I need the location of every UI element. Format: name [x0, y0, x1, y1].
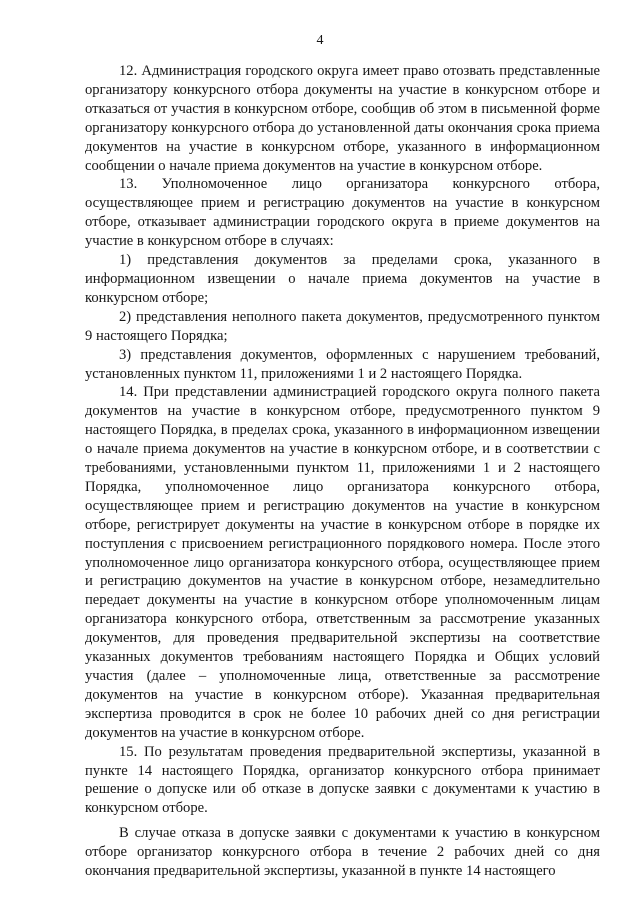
paragraph-subitem-3: 3) представления документов, оформленных с нарушением требований, установленных пунктом 11, приложениями 1 и 2 настоящего Порядка. — [85, 346, 600, 382]
paragraph-refusal-case: В случае отказа в допуске заявки с документами к участию в конкурсном отборе организатор конкурсного отбора в течение 2 рабочих дней со дня окончания предварительной экспертизы, указанной в пункте 14 настоящего — [85, 825, 600, 880]
paragraph-item-14: 14. При представлении администрацией городского округа полного пакета документов на участие в конкурсном отборе, предусмотренного пунктом 9 настоящего Порядка, в пределах срока, указанного в информационном извещении о начале приема документов на участие в конкурсном отборе, и в соответствии с требованиями, установленными пунктом 11, приложениями 1 и 2 настоящего Порядка, уполномоченное лицо организатора конкурсного отбора, осуществляющее прием и регистрацию документов на участие в конкурсном отборе, регистрирует документы на участие в конкурсном отборе в порядке их поступления с присвоением регистрационного порядкового номера. После этого уполномоченное лицо организатора конкурсного отбора, осуществляющее прием и регистрацию документов на участие в конкурсном отборе, незамедлительно передает документы на участие в конкурсном отборе уполномоченным лицам организатора конкурсного отбора, ответственным за рассмотрение указанных документов, для проведения предварительной экспертизы на соответствие указанных документов требованиям настоящего Порядка и Общих условий участия (далее – уполномоченные лица, ответственные за рассмотрение документов на участие в конкурсном отборе). Указанная предварительная экспертиза проводится в срок не более 10 рабочих дней со дня регистрации документов на участие в конкурсном отборе. — [85, 384, 600, 741]
paragraph-subitem-2: 2) представления неполного пакета документов, предусмотренного пунктом 9 настоящего Порядка; — [85, 308, 600, 344]
paragraph-item-12: 12. Администрация городского округа имеет право отозвать представленные организатору конкурсного отбора документы на участие в конкурсном отборе и отказаться от участия в конкурсном отборе, сообщив об этом в письменной форме организатору конкурсного отбора до установленной даты окончания срока приема документов на участие в конкурсном отборе, указанного в информационном сообщении о начале приема документов на участие в конкурсном отборе. — [85, 63, 600, 174]
paragraph-subitem-1: 1) представления документов за пределами срока, указанного в информационном извещении о начале приема документов на участие в конкурсном отборе; — [85, 252, 600, 306]
page-number: 4 — [316, 33, 324, 48]
paragraph-item-15: 15. По результатам проведения предварительной экспертизы, указанной в пункте 14 настоящего Порядка, организатор конкурсного отбора принимает решение о допуске или об отказе в допуске заявки с документами к участию в конкурсном отборе. — [85, 743, 600, 817]
paragraph-item-13: 13. Уполномоченное лицо организатора конкурсного отбора, осуществляющее прием и регистрацию документов на участие в конкурсном отборе, отказывает администрации городского округа в приеме документов на участие в конкурсном отборе в случаях: — [85, 176, 600, 250]
document-body — [85, 62, 600, 881]
